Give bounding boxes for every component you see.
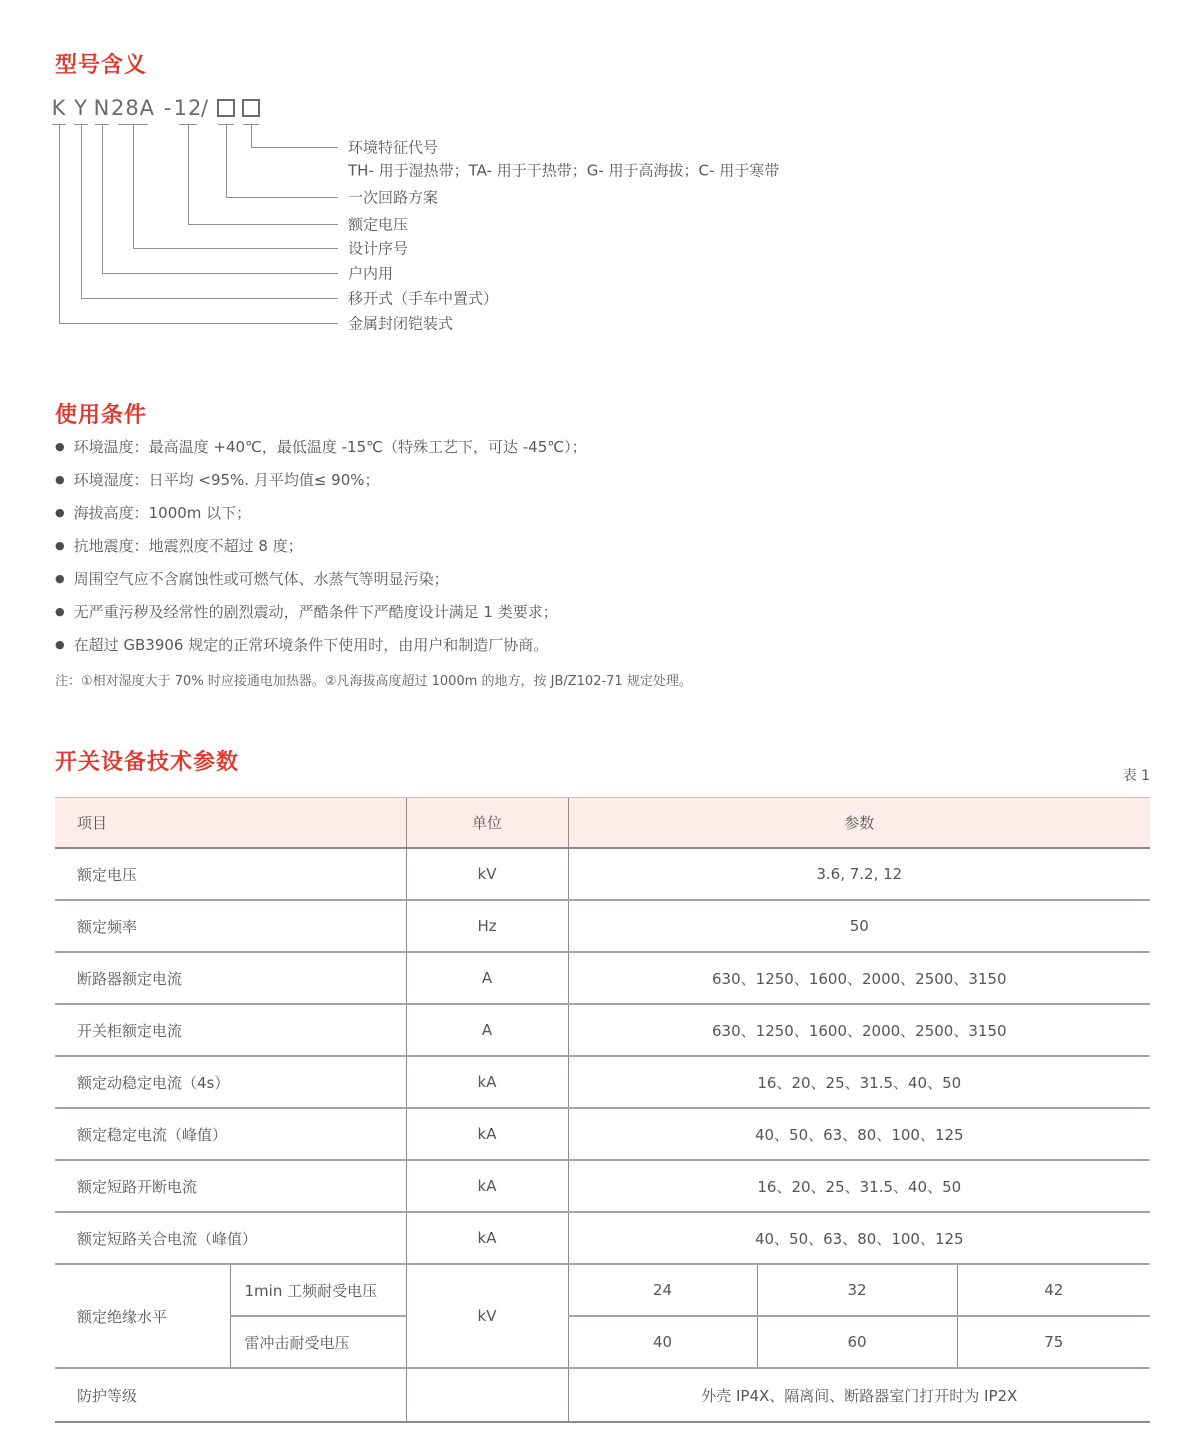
conditions-footnote: 注：①相对湿度大于 70% 时应接通电加热器。②凡海拔高度超过 1000m 的地方，按 JB/Z102-71 规定处理。 (55, 674, 692, 689)
diagram-label-withdrawable: 移开式（手车中置式） (348, 289, 499, 308)
bullet-icon: ● (55, 572, 65, 585)
diagram-connector (226, 197, 338, 198)
cell-item: 开关柜额定电流 (55, 1004, 406, 1056)
cell-item: 额定稳定电流（峰值） (55, 1108, 406, 1160)
model-char-dash: - (163, 96, 173, 120)
cell-value: 40 (568, 1316, 757, 1368)
column-header-unit: 单位 (406, 798, 568, 849)
cell-value: 外壳 IP4X、隔离间、断路器室门打开时为 IP2X (568, 1368, 1150, 1422)
column-header-item: 项目 (55, 798, 406, 849)
diagram-label-primary-circuit: 一次回路方案 (348, 188, 439, 207)
cell-unit: kA (406, 1056, 568, 1108)
table-row-protection (55, 1368, 1150, 1422)
cell-value: 630、1250、1600、2000、2500、3150 (568, 1004, 1150, 1056)
column-header-param: 参数 (568, 798, 1150, 849)
cell-value: 40、50、63、80、100、125 (568, 1212, 1150, 1264)
cell-value: 75 (957, 1316, 1150, 1368)
cell-unit: Hz (406, 900, 568, 952)
cell-value: 32 (757, 1264, 957, 1316)
cell-item: 防护等级 (55, 1368, 406, 1422)
cell-item: 额定频率 (55, 900, 406, 952)
model-char-design: 28A (110, 96, 156, 120)
model-char-y: Y (74, 96, 88, 120)
cell-unit: kA (406, 1212, 568, 1264)
cell-unit: A (406, 952, 568, 1004)
cell-value: 24 (568, 1264, 757, 1316)
cell-value: 50 (568, 900, 1150, 952)
cell-unit (406, 1368, 568, 1422)
cell-value: 16、20、25、31.5、40、50 (568, 1056, 1150, 1108)
cell-item: 额定绝缘水平 (55, 1264, 230, 1368)
placeholder-box-icon (242, 99, 260, 117)
technical-parameters-table (55, 797, 1150, 1423)
cell-unit: kA (406, 1108, 568, 1160)
cell-unit: kV (406, 1264, 568, 1368)
condition-text: 环境温度：最高温度 +40℃，最低温度 -15℃（特殊工艺下，可达 -45℃）； (73, 438, 587, 456)
cell-value: 16、20、25、31.5、40、50 (568, 1160, 1150, 1212)
diagram-line-voltage (188, 125, 189, 224)
condition-text: 在超过 GB3906 规定的正常环境条件下使用时，由用户和制造厂协商。 (73, 636, 549, 654)
table-row (55, 1108, 1150, 1160)
cell-unit: A (406, 1004, 568, 1056)
diagram-connector (81, 298, 338, 299)
table-header-row (55, 798, 1150, 849)
table-row (55, 900, 1150, 952)
cell-item: 额定短路关合电流（峰值） (55, 1212, 406, 1264)
diagram-connector (133, 248, 338, 249)
diagram-line-box2 (251, 125, 252, 147)
placeholder-box-icon (217, 99, 235, 117)
bullet-icon: ● (55, 506, 65, 519)
condition-text: 环境湿度：日平均 <95%. 月平均值≤ 90%； (73, 471, 380, 489)
diagram-connector (251, 147, 338, 148)
cell-value: 60 (757, 1316, 957, 1368)
cell-unit: kA (406, 1160, 568, 1212)
cell-value: 40、50、63、80、100、125 (568, 1108, 1150, 1160)
cell-item: 断路器额定电流 (55, 952, 406, 1004)
cell-item: 额定动稳定电流（4s） (55, 1056, 406, 1108)
cell-item: 额定短路开断电流 (55, 1160, 406, 1212)
diagram-label-env-detail: TH- 用于湿热带；TA- 用于干热带；G- 用于高海拔；C- 用于寒带 (348, 161, 780, 180)
cell-value: 630、1250、1600、2000、2500、3150 (568, 952, 1150, 1004)
bullet-icon: ● (55, 605, 65, 618)
model-designation-diagram (40, 88, 940, 353)
list-item (55, 602, 1095, 622)
cell-sublabel: 雷冲击耐受电压 (230, 1316, 406, 1368)
bullet-icon: ● (55, 440, 65, 453)
diagram-connector (59, 323, 338, 324)
list-item (55, 569, 1095, 589)
diagram-label-design-serial: 设计序号 (348, 239, 409, 258)
condition-text: 海拔高度：1000m 以下； (73, 504, 252, 522)
section-title-technical-parameters: 开关设备技术参数 (55, 750, 240, 775)
diagram-line-design (133, 125, 134, 248)
table-row (55, 848, 1150, 900)
diagram-connector (102, 273, 338, 274)
cell-unit: kV (406, 848, 568, 900)
diagram-line-box1 (226, 125, 227, 197)
cell-value: 42 (957, 1264, 1150, 1316)
condition-text: 无严重污秽及经常性的剧烈震动，严酷条件下严酷度设计满足 1 类要求； (73, 603, 558, 621)
list-item (55, 635, 1095, 655)
list-item (55, 503, 1095, 523)
diagram-label-metal-clad: 金属封闭铠装式 (348, 314, 454, 333)
model-char-voltage: 12 (173, 96, 203, 120)
bullet-icon: ● (55, 638, 65, 651)
diagram-line-y (81, 125, 82, 298)
model-char-n: N (93, 96, 111, 120)
table-row (55, 1212, 1150, 1264)
diagram-label-rated-voltage: 额定电压 (348, 215, 409, 234)
list-item (55, 437, 1095, 457)
table-number-label: 表 1 (1122, 768, 1150, 784)
table-row (55, 952, 1150, 1004)
cell-sublabel: 1min 工频耐受电压 (230, 1264, 406, 1316)
condition-text: 周围空气应不含腐蚀性或可燃气体、水蒸气等明显污染； (73, 570, 449, 588)
section-title-model-meaning: 型号含义 (55, 53, 148, 78)
section-title-service-conditions: 使用条件 (55, 403, 148, 428)
diagram-line-k (59, 125, 60, 323)
cell-item: 额定电压 (55, 848, 406, 900)
list-item (55, 536, 1095, 556)
list-item (55, 470, 1095, 490)
service-conditions-list (55, 437, 1095, 668)
table-row (55, 1160, 1150, 1212)
diagram-label-env-code: 环境特征代号 (348, 138, 439, 157)
bullet-icon: ● (55, 473, 65, 486)
diagram-connector (188, 224, 338, 225)
table-row (55, 1056, 1150, 1108)
bullet-icon: ● (55, 539, 65, 552)
table-row-insulation-1 (55, 1264, 1150, 1316)
condition-text: 抗地震度：地震烈度不超过 8 度； (73, 537, 303, 555)
diagram-line-n (102, 125, 103, 273)
model-char-slash: / (200, 96, 210, 120)
cell-value: 3.6, 7.2, 12 (568, 848, 1150, 900)
diagram-label-indoor: 户内用 (348, 264, 394, 283)
table-row (55, 1004, 1150, 1056)
model-char-k: K (51, 96, 67, 120)
